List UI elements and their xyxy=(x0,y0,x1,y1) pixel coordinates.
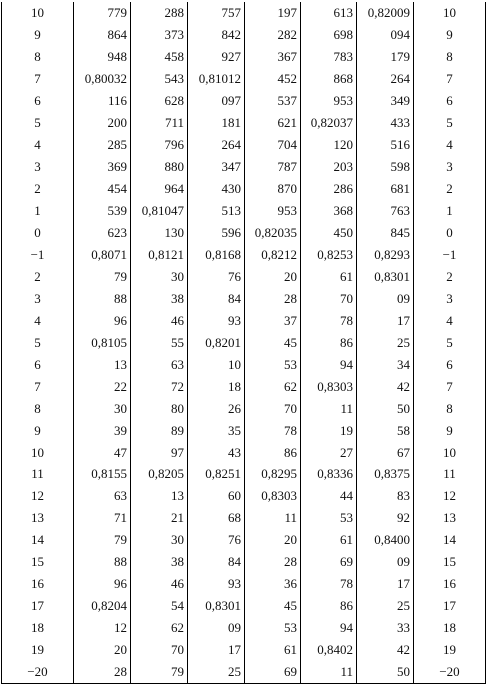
table-row xyxy=(2,178,486,200)
table-cell: 61 xyxy=(245,639,301,661)
table-cell: 89 xyxy=(131,419,188,441)
table-cell: 953 xyxy=(301,90,357,112)
row-key-left: 5 xyxy=(2,331,74,353)
table-cell: 88 xyxy=(74,287,131,309)
table-cell: 430 xyxy=(188,178,245,200)
table-cell: 452 xyxy=(245,68,301,90)
table-cell: 70 xyxy=(131,639,188,661)
row-key-left: 11 xyxy=(2,463,74,485)
table-cell: 516 xyxy=(357,134,414,156)
table-cell: 347 xyxy=(188,156,245,178)
row-key-right: 12 xyxy=(414,485,486,507)
table-cell: 264 xyxy=(357,68,414,90)
row-key-right: 2 xyxy=(414,265,486,287)
table-cell: 84 xyxy=(188,551,245,573)
table-cell: 450 xyxy=(301,222,357,244)
table-cell: 116 xyxy=(74,90,131,112)
table-row xyxy=(2,287,486,309)
table-row xyxy=(2,309,486,331)
table-cell: 13 xyxy=(131,485,188,507)
table-cell: 20 xyxy=(245,529,301,551)
table-cell: 83 xyxy=(357,485,414,507)
table-cell: 953 xyxy=(245,200,301,222)
row-key-right: 16 xyxy=(414,573,486,595)
row-key-left: 5 xyxy=(2,112,74,134)
table-cell: 704 xyxy=(245,134,301,156)
row-key-left: 6 xyxy=(2,353,74,375)
table-cell: 97 xyxy=(131,441,188,463)
table-cell: 10 xyxy=(188,353,245,375)
table-cell: 285 xyxy=(74,134,131,156)
table-cell: 0,82037 xyxy=(301,112,357,134)
table-cell: 47 xyxy=(74,441,131,463)
row-key-left: 3 xyxy=(2,287,74,309)
row-key-left: 9 xyxy=(2,419,74,441)
table-cell: 0,8212 xyxy=(245,243,301,265)
row-key-left: 0 xyxy=(2,222,74,244)
table-cell: 78 xyxy=(301,309,357,331)
table-cell: 86 xyxy=(301,331,357,353)
row-key-right: −20 xyxy=(414,661,486,683)
row-key-right: 4 xyxy=(414,309,486,331)
table-cell: 76 xyxy=(188,529,245,551)
table-cell: 0,8205 xyxy=(131,463,188,485)
table-cell: 0,8400 xyxy=(357,529,414,551)
table-cell: 62 xyxy=(245,375,301,397)
table-cell: 46 xyxy=(131,309,188,331)
row-key-right: 5 xyxy=(414,112,486,134)
row-key-left: 7 xyxy=(2,68,74,90)
table-cell: 11 xyxy=(245,507,301,529)
table-cell: 25 xyxy=(357,331,414,353)
table-cell: 842 xyxy=(188,24,245,46)
table-cell: 433 xyxy=(357,112,414,134)
row-key-right: 8 xyxy=(414,46,486,68)
table-cell: 0,8155 xyxy=(74,463,131,485)
table-cell: 09 xyxy=(357,551,414,573)
table-cell: 76 xyxy=(188,265,245,287)
row-key-right: 2 xyxy=(414,178,486,200)
row-key-right: 7 xyxy=(414,68,486,90)
row-key-left: 4 xyxy=(2,134,74,156)
table-row xyxy=(2,112,486,134)
table-cell: 37 xyxy=(245,309,301,331)
table-cell: 93 xyxy=(188,309,245,331)
table-cell: 964 xyxy=(131,178,188,200)
table-cell: 203 xyxy=(301,156,357,178)
table-cell: 11 xyxy=(301,661,357,683)
row-key-right: 11 xyxy=(414,463,486,485)
table-cell: 11 xyxy=(301,397,357,419)
table-cell: 54 xyxy=(131,595,188,617)
table-cell: 09 xyxy=(188,617,245,639)
table-cell: 80 xyxy=(131,397,188,419)
row-key-right: 8 xyxy=(414,397,486,419)
table-cell: 681 xyxy=(357,178,414,200)
row-key-left: 19 xyxy=(2,639,74,661)
table-cell: 623 xyxy=(74,222,131,244)
table-cell: 84 xyxy=(188,287,245,309)
table-cell: 0,8071 xyxy=(74,243,131,265)
table-cell: 96 xyxy=(74,309,131,331)
table-cell: 70 xyxy=(301,287,357,309)
table-cell: 286 xyxy=(301,178,357,200)
table-row xyxy=(2,46,486,68)
table-cell: 94 xyxy=(301,353,357,375)
table-cell: 79 xyxy=(74,265,131,287)
table-cell: 26 xyxy=(188,397,245,419)
row-key-left: 6 xyxy=(2,90,74,112)
row-key-right: 13 xyxy=(414,507,486,529)
table-cell: 43 xyxy=(188,441,245,463)
row-key-right: 0 xyxy=(414,222,486,244)
row-key-right: 17 xyxy=(414,595,486,617)
table-cell: 63 xyxy=(131,353,188,375)
table-cell: 30 xyxy=(74,397,131,419)
table-cell: 53 xyxy=(301,507,357,529)
table-cell: 21 xyxy=(131,507,188,529)
table-row xyxy=(2,551,486,573)
table-cell: 78 xyxy=(301,573,357,595)
table-cell: 42 xyxy=(357,375,414,397)
table-cell: 34 xyxy=(357,353,414,375)
table-cell: 288 xyxy=(131,2,188,24)
row-key-left: 10 xyxy=(2,2,74,24)
table-cell: 0,8336 xyxy=(301,463,357,485)
table-row xyxy=(2,529,486,551)
table-cell: 369 xyxy=(74,156,131,178)
table-cell: 097 xyxy=(188,90,245,112)
table-cell: 0,8295 xyxy=(245,463,301,485)
table-cell: 67 xyxy=(357,441,414,463)
table-cell: 96 xyxy=(74,573,131,595)
table-cell: 61 xyxy=(301,265,357,287)
table-cell: 30 xyxy=(131,265,188,287)
row-key-left: 12 xyxy=(2,485,74,507)
table-cell: 17 xyxy=(188,639,245,661)
table-cell: 0,82035 xyxy=(245,222,301,244)
row-key-right: 3 xyxy=(414,287,486,309)
row-key-right: 10 xyxy=(414,2,486,24)
table-cell: 094 xyxy=(357,24,414,46)
table-row xyxy=(2,222,486,244)
table-cell: 927 xyxy=(188,46,245,68)
table-cell: 0,81047 xyxy=(131,200,188,222)
row-key-right: 14 xyxy=(414,529,486,551)
row-key-right: −1 xyxy=(414,243,486,265)
numeric-table xyxy=(1,2,486,684)
table-cell: 28 xyxy=(245,287,301,309)
table-row xyxy=(2,24,486,46)
table-cell: 70 xyxy=(245,397,301,419)
row-key-right: 10 xyxy=(414,441,486,463)
table-cell: 0,8251 xyxy=(188,463,245,485)
table-cell: 25 xyxy=(357,595,414,617)
table-cell: 71 xyxy=(74,507,131,529)
table-cell: 12 xyxy=(74,617,131,639)
table-cell: 69 xyxy=(301,551,357,573)
table-row xyxy=(2,375,486,397)
table-cell: 698 xyxy=(301,24,357,46)
table-cell: 35 xyxy=(188,419,245,441)
row-key-right: 15 xyxy=(414,551,486,573)
row-key-right: 9 xyxy=(414,419,486,441)
table-cell: 20 xyxy=(74,639,131,661)
table-cell: 63 xyxy=(74,485,131,507)
table-cell: 0,8303 xyxy=(245,485,301,507)
table-cell: 79 xyxy=(131,661,188,683)
table-cell: 197 xyxy=(245,2,301,24)
table-cell: 0,8402 xyxy=(301,639,357,661)
table-cell: 44 xyxy=(301,485,357,507)
row-key-left: 16 xyxy=(2,573,74,595)
table-row xyxy=(2,200,486,222)
row-key-left: 7 xyxy=(2,375,74,397)
table-cell: 264 xyxy=(188,134,245,156)
table-body xyxy=(2,2,486,683)
row-key-left: 4 xyxy=(2,309,74,331)
table-cell: 179 xyxy=(357,46,414,68)
table-cell: 45 xyxy=(245,595,301,617)
table-cell: 33 xyxy=(357,617,414,639)
table-cell: 55 xyxy=(131,331,188,353)
table-cell: 537 xyxy=(245,90,301,112)
table-cell: 0,8293 xyxy=(357,243,414,265)
table-cell: 454 xyxy=(74,178,131,200)
table-cell: 349 xyxy=(357,90,414,112)
table-cell: 45 xyxy=(245,331,301,353)
table-cell: 39 xyxy=(74,419,131,441)
table-cell: 368 xyxy=(301,200,357,222)
table-cell: 17 xyxy=(357,573,414,595)
table-cell: 458 xyxy=(131,46,188,68)
table-cell: 46 xyxy=(131,573,188,595)
table-cell: 0,8121 xyxy=(131,243,188,265)
table-cell: 18 xyxy=(188,375,245,397)
row-key-right: 3 xyxy=(414,156,486,178)
table-row xyxy=(2,2,486,24)
table-cell: 864 xyxy=(74,24,131,46)
row-key-left: 2 xyxy=(2,265,74,287)
table-row xyxy=(2,419,486,441)
row-key-left: 14 xyxy=(2,529,74,551)
table-cell: 50 xyxy=(357,397,414,419)
table-cell: 28 xyxy=(245,551,301,573)
table-cell: 19 xyxy=(301,419,357,441)
row-key-right: 7 xyxy=(414,375,486,397)
table-cell: 200 xyxy=(74,112,131,134)
table-cell: 783 xyxy=(301,46,357,68)
table-cell: 621 xyxy=(245,112,301,134)
table-cell: 72 xyxy=(131,375,188,397)
table-cell: 870 xyxy=(245,178,301,200)
table-cell: 53 xyxy=(245,617,301,639)
table-cell: 628 xyxy=(131,90,188,112)
row-key-left: 17 xyxy=(2,595,74,617)
table-cell: 763 xyxy=(357,200,414,222)
table-cell: 79 xyxy=(74,529,131,551)
table-cell: 845 xyxy=(357,222,414,244)
table-cell: 0,8105 xyxy=(74,331,131,353)
table-row xyxy=(2,243,486,265)
table-cell: 36 xyxy=(245,573,301,595)
table-row xyxy=(2,353,486,375)
table-cell: 27 xyxy=(301,441,357,463)
table-cell: 86 xyxy=(245,441,301,463)
table-row xyxy=(2,441,486,463)
row-key-left: 13 xyxy=(2,507,74,529)
table-row xyxy=(2,485,486,507)
table-cell: 28 xyxy=(74,661,131,683)
table-row xyxy=(2,507,486,529)
table-cell: 0,8301 xyxy=(188,595,245,617)
table-cell: 880 xyxy=(131,156,188,178)
table-cell: 711 xyxy=(131,112,188,134)
row-key-left: 2 xyxy=(2,178,74,200)
table-row xyxy=(2,156,486,178)
row-key-left: 3 xyxy=(2,156,74,178)
row-key-left: −1 xyxy=(2,243,74,265)
table-row xyxy=(2,331,486,353)
table-cell: 68 xyxy=(188,507,245,529)
table-row xyxy=(2,573,486,595)
row-key-left: 18 xyxy=(2,617,74,639)
row-key-left: 1 xyxy=(2,200,74,222)
table-row xyxy=(2,617,486,639)
table-cell: 181 xyxy=(188,112,245,134)
table-cell: 17 xyxy=(357,309,414,331)
table-cell: 0,8204 xyxy=(74,595,131,617)
table-cell: 373 xyxy=(131,24,188,46)
row-key-left: −20 xyxy=(2,661,74,683)
table-cell: 0,8301 xyxy=(357,265,414,287)
table-cell: 787 xyxy=(245,156,301,178)
table-cell: 20 xyxy=(245,265,301,287)
row-key-left: 8 xyxy=(2,397,74,419)
row-key-right: 18 xyxy=(414,617,486,639)
row-key-right: 6 xyxy=(414,90,486,112)
table-cell: 58 xyxy=(357,419,414,441)
table-row xyxy=(2,463,486,485)
table-cell: 42 xyxy=(357,639,414,661)
table-cell: 596 xyxy=(188,222,245,244)
table-cell: 30 xyxy=(131,529,188,551)
table-cell: 13 xyxy=(74,353,131,375)
table-cell: 543 xyxy=(131,68,188,90)
table-row xyxy=(2,397,486,419)
table-cell: 38 xyxy=(131,287,188,309)
table-cell: 61 xyxy=(301,529,357,551)
table-cell: 09 xyxy=(357,287,414,309)
table-row xyxy=(2,595,486,617)
row-key-right: 9 xyxy=(414,24,486,46)
table-row xyxy=(2,639,486,661)
row-key-left: 9 xyxy=(2,24,74,46)
table-cell: 0,8303 xyxy=(301,375,357,397)
table-cell: 0,8168 xyxy=(188,243,245,265)
table-cell: 93 xyxy=(188,573,245,595)
table-cell: 0,80032 xyxy=(74,68,131,90)
table-row xyxy=(2,134,486,156)
row-key-right: 1 xyxy=(414,200,486,222)
row-key-left: 15 xyxy=(2,551,74,573)
table-cell: 120 xyxy=(301,134,357,156)
table-cell: 0,81012 xyxy=(188,68,245,90)
table-cell: 78 xyxy=(245,419,301,441)
row-key-right: 4 xyxy=(414,134,486,156)
table-cell: 868 xyxy=(301,68,357,90)
table-cell: 613 xyxy=(301,2,357,24)
table-row xyxy=(2,661,486,683)
table-cell: 948 xyxy=(74,46,131,68)
table-cell: 0,82009 xyxy=(357,2,414,24)
table-cell: 53 xyxy=(245,353,301,375)
table-row xyxy=(2,265,486,287)
table-cell: 69 xyxy=(245,661,301,683)
row-key-right: 19 xyxy=(414,639,486,661)
table-cell: 50 xyxy=(357,661,414,683)
table-cell: 367 xyxy=(245,46,301,68)
table-cell: 130 xyxy=(131,222,188,244)
table-cell: 92 xyxy=(357,507,414,529)
table-cell: 796 xyxy=(131,134,188,156)
table-cell: 282 xyxy=(245,24,301,46)
table-cell: 0,8375 xyxy=(357,463,414,485)
table-row xyxy=(2,90,486,112)
table-cell: 62 xyxy=(131,617,188,639)
table-row xyxy=(2,68,486,90)
table-cell: 598 xyxy=(357,156,414,178)
table-cell: 539 xyxy=(74,200,131,222)
table-cell: 86 xyxy=(301,595,357,617)
table-cell: 38 xyxy=(131,551,188,573)
table-cell: 22 xyxy=(74,375,131,397)
table-cell: 779 xyxy=(74,2,131,24)
table-cell: 757 xyxy=(188,2,245,24)
table-cell: 60 xyxy=(188,485,245,507)
table-cell: 0,8201 xyxy=(188,331,245,353)
table-cell: 25 xyxy=(188,661,245,683)
table-cell: 513 xyxy=(188,200,245,222)
table-cell: 0,8253 xyxy=(301,243,357,265)
table-cell: 94 xyxy=(301,617,357,639)
row-key-left: 8 xyxy=(2,46,74,68)
row-key-right: 5 xyxy=(414,331,486,353)
row-key-right: 6 xyxy=(414,353,486,375)
row-key-left: 10 xyxy=(2,441,74,463)
table-cell: 88 xyxy=(74,551,131,573)
